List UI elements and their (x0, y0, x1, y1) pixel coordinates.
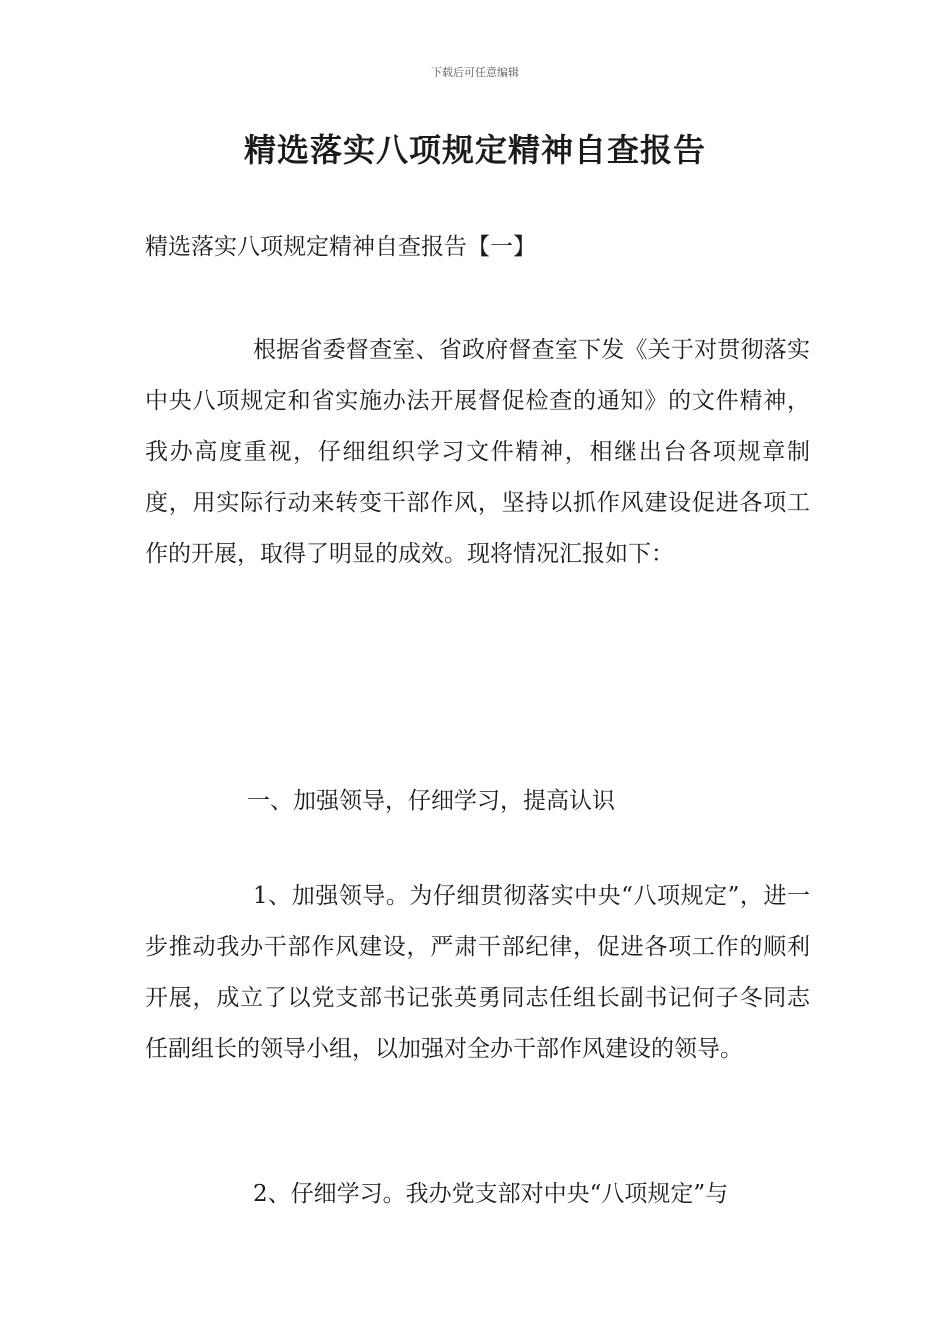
intro-paragraph: 根据省委督查室、省政府督查室下发《关于对贯彻落实中央八项规定和省实施办法开展督促检查的通知》的文件精神，我办高度重视，仔细组织学习文件精神，相继出台各项规章制度，用实际行动来转变干部作风，坚持以抓作风建设促进各项工作的开展，取得了明显的成效。现将情况汇报如下： (145, 337, 810, 567)
document-subtitle: 精选落实八项规定精神自查报告【一】 (145, 234, 536, 260)
document-title: 精选落实八项规定精神自查报告 (243, 131, 706, 169)
section-1-item-1: 1、加强领导。为仔细贯彻落实中央“八项规定”，进一步推动我办干部作风建设，严肃干部纪律，促进各项工作的顺利开展，成立了以党支部书记张英勇同志任组长副书记何子冬同志任副组长的领导小组，以加强对全办干部作风建设的领导。 (145, 883, 810, 1062)
page-header-note: 下载后可任意编辑 (431, 66, 519, 79)
section-1-item-2: 2、仔细学习。我办党支部对中央“八项规定”与 (253, 1181, 729, 1207)
section-heading-1: 一、加强领导，仔细学习，提高认识 (247, 788, 615, 814)
